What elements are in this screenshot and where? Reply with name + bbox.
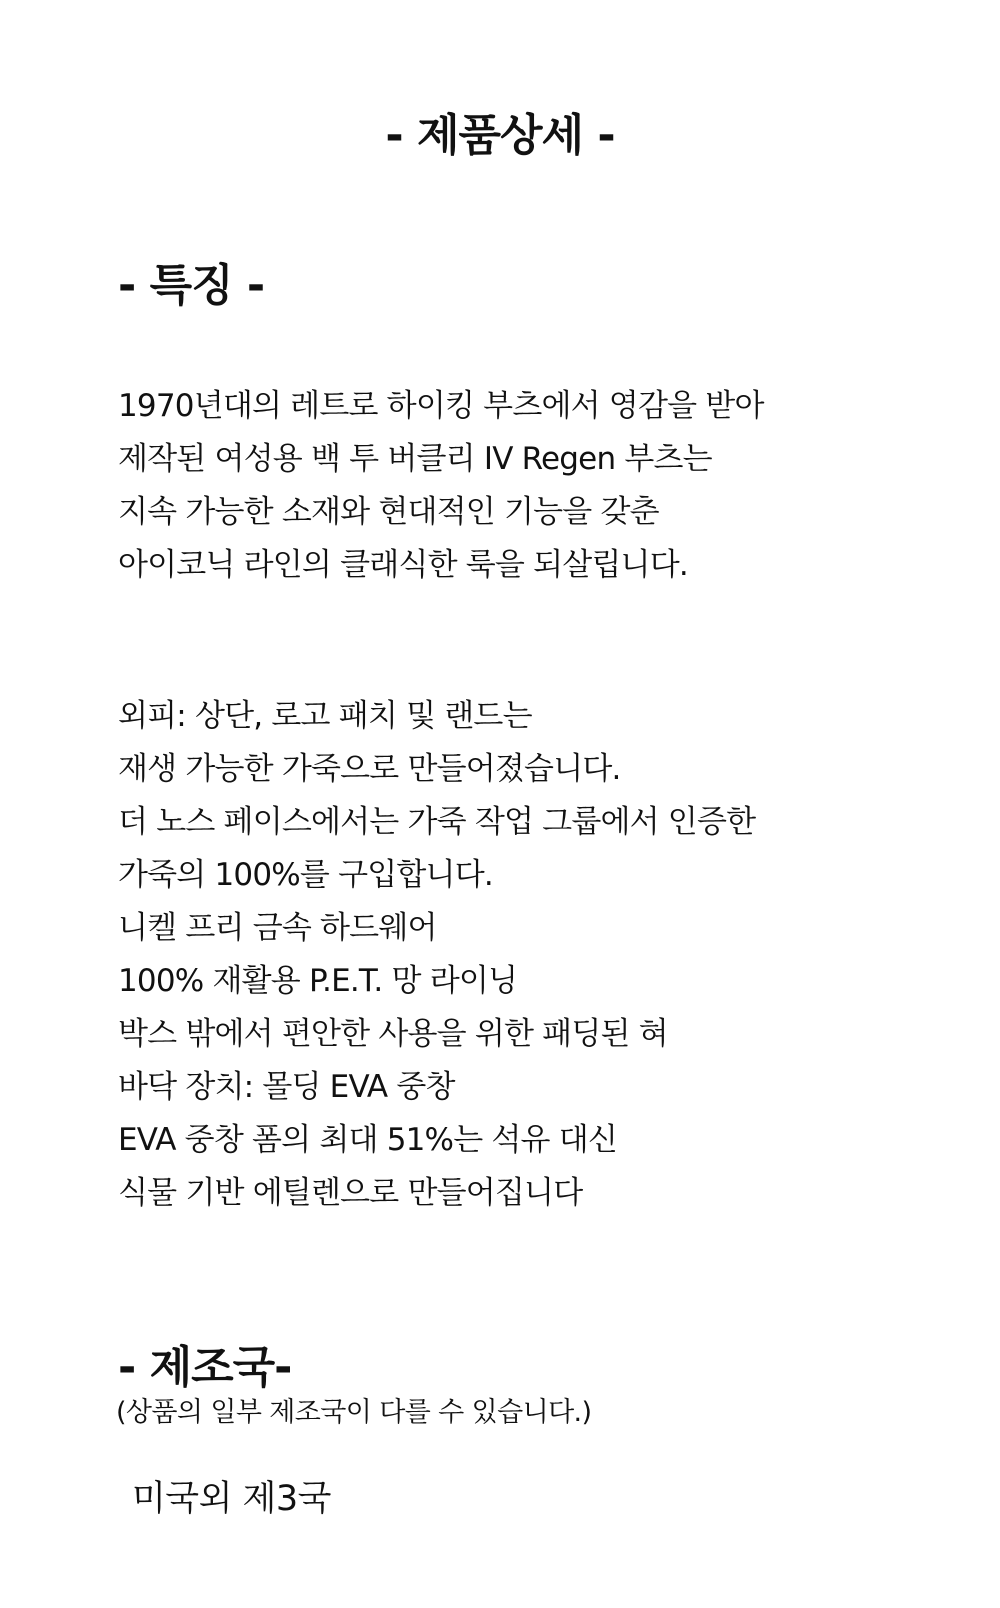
features-spec-list (118, 690, 978, 1220)
spec-line: 외피: 상단, 로고 패치 및 랜드는 (118, 698, 532, 734)
spec-line: 식물 기반 에틸렌으로 만들어집니다 (118, 1175, 583, 1211)
features-heading: - 특징 - (118, 260, 265, 311)
spec-line: 니켈 프리 금속 하드웨어 (118, 910, 437, 946)
page-title: - 제품상세 - (385, 110, 615, 161)
description-line: 아이코닉 라인의 클래식한 룩을 되살립니다. (118, 547, 688, 583)
spec-line: 박스 밖에서 편안한 사용을 위한 패딩된 혀 (118, 1016, 668, 1052)
spec-line: 바닥 장치: 몰딩 EVA 중창 (118, 1069, 455, 1105)
origin-heading: - 제조국- (118, 1342, 292, 1393)
spec-line: 100% 재활용 P.E.T. 망 라이닝 (118, 963, 518, 999)
spec-line: 더 노스 페이스에서는 가죽 작업 그룹에서 인증한 (118, 804, 756, 840)
description-line: 지속 가능한 소재와 현대적인 기능을 갖춘 (118, 494, 659, 530)
origin-country: 미국외 제3국 (132, 1479, 331, 1519)
origin-note: (상품의 일부 제조국이 다를 수 있습니다.) (116, 1397, 592, 1428)
description-line: 1970년대의 레트로 하이킹 부츠에서 영감을 받아 (118, 388, 764, 424)
description-line: 제작된 여성용 백 투 버클리 IV Regen 부츠는 (118, 441, 712, 477)
spec-line: 재생 가능한 가죽으로 만들어졌습니다. (118, 751, 621, 787)
features-description (118, 380, 978, 592)
spec-line: EVA 중창 폼의 최대 51%는 석유 대신 (118, 1122, 618, 1158)
spec-line: 가죽의 100%를 구입합니다. (118, 857, 493, 893)
